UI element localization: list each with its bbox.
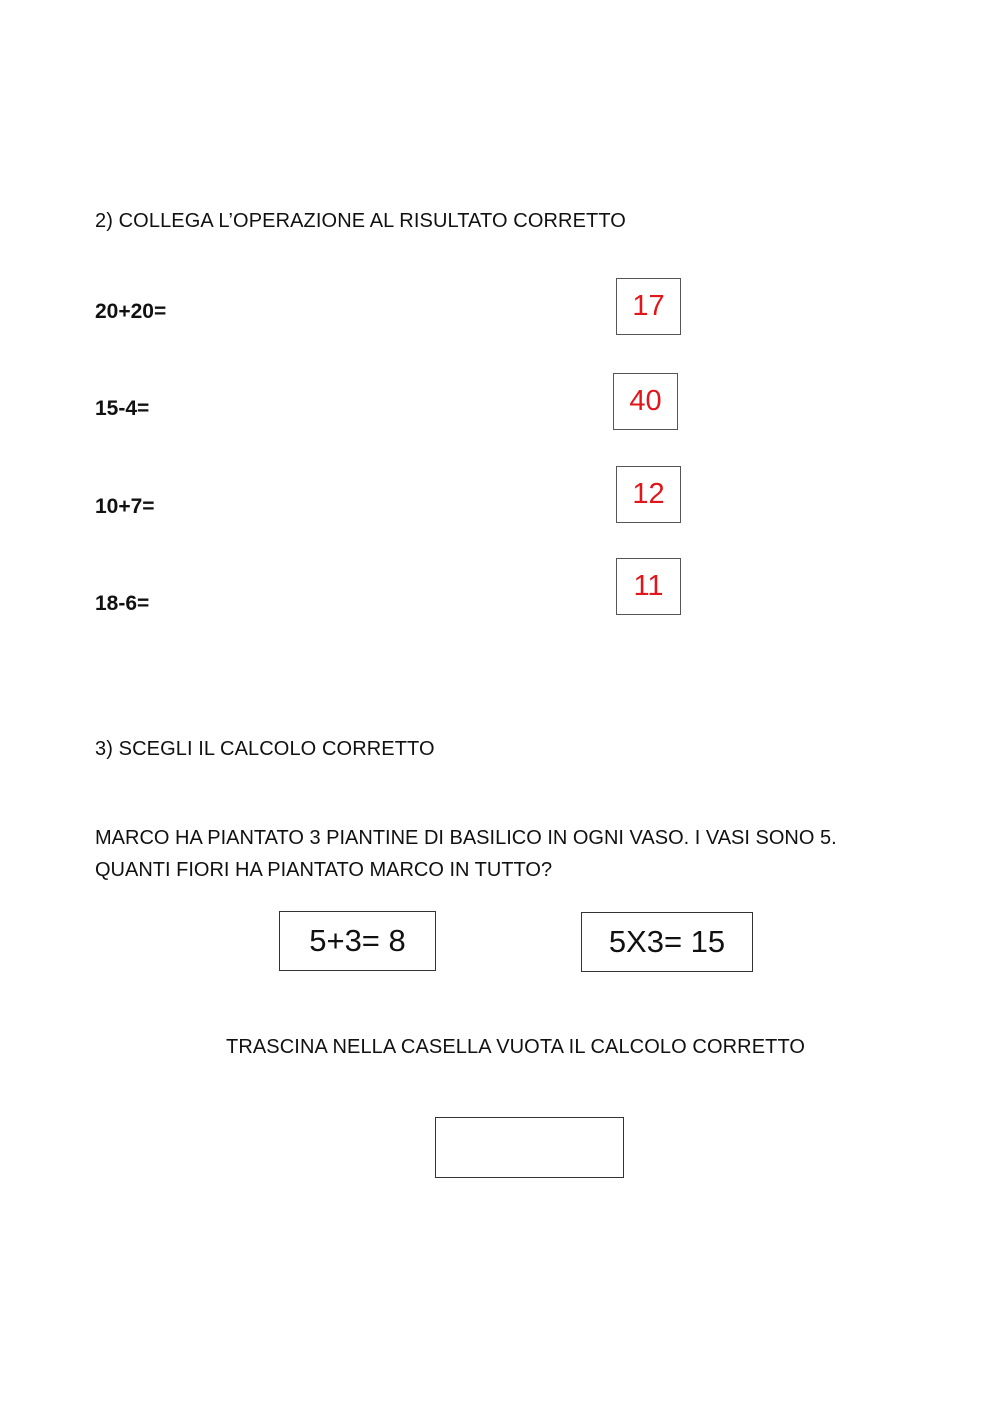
operation-4: 18-6= — [95, 592, 150, 615]
answer-tile-17[interactable]: 17 — [616, 278, 681, 335]
problem-text-line-1: MARCO HA PIANTATO 3 PIANTINE DI BASILICO IN OGNI VASO. I VASI SONO 5. — [95, 827, 837, 849]
drop-target-box[interactable] — [435, 1117, 624, 1178]
answer-tile-12[interactable]: 12 — [616, 466, 681, 523]
choice-tile-addition[interactable]: 5+3= 8 — [279, 911, 436, 971]
exercise-2-heading: 2) COLLEGA L’OPERAZIONE AL RISULTATO CORRETTO — [95, 210, 626, 232]
drag-instruction: TRASCINA NELLA CASELLA VUOTA IL CALCOLO CORRETTO — [226, 1036, 806, 1058]
choice-tile-multiplication[interactable]: 5X3= 15 — [581, 912, 753, 972]
problem-text-line-2: QUANTI FIORI HA PIANTATO MARCO IN TUTTO? — [95, 859, 553, 881]
exercise-3-heading: 3) SCEGLI IL CALCOLO CORRETTO — [95, 738, 435, 760]
operation-3: 10+7= — [95, 495, 155, 518]
operation-1: 20+20= — [95, 300, 167, 323]
answer-tile-11[interactable]: 11 — [616, 558, 681, 615]
operation-2: 15-4= — [95, 397, 150, 420]
answer-tile-40[interactable]: 40 — [613, 373, 678, 430]
